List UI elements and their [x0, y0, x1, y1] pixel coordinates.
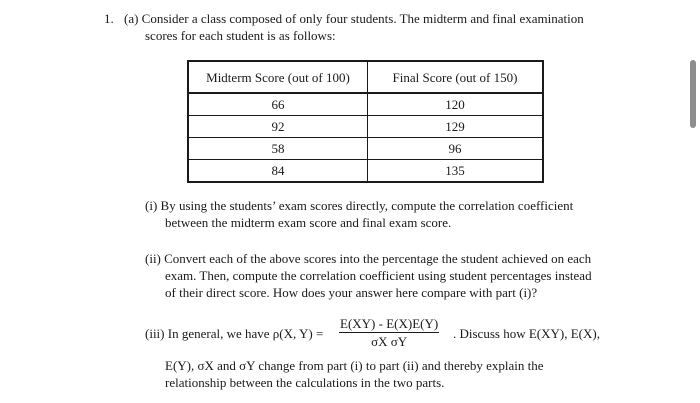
- question-intro-line-1: (a) Consider a class composed of only four students. The midterm and final examination: [124, 11, 584, 26]
- part-i-line-1: (i) By using the students’ exam scores directly, compute the correlation coefficient: [145, 198, 574, 213]
- part-iii-tail: . Discuss how E(XY), E(X),: [453, 326, 600, 341]
- formula-denominator: σX σY: [371, 334, 408, 349]
- part-ii-line-1: (ii) Convert each of the above scores into the percentage the student achieved on each: [145, 251, 592, 266]
- cell-midterm: 92: [188, 116, 368, 138]
- table-row: [188, 93, 543, 116]
- table-row: [188, 138, 543, 160]
- part-ii-line-2: exam. Then, compute the correlation coefficient using student percentages instead: [165, 268, 592, 283]
- part-ii-line-3: of their direct score. How does your answer here compare with part (i)?: [165, 285, 538, 300]
- part-iii-line-2: E(Y), σX and σY change from part (i) to part (ii) and thereby explain the: [165, 358, 544, 373]
- header-midterm: Midterm Score (out of 100): [188, 61, 368, 93]
- part-iii-line-3: relationship between the calculations in the two parts.: [165, 375, 445, 390]
- cell-final: 120: [368, 93, 544, 116]
- scrollbar-thumb[interactable]: [690, 60, 696, 128]
- formula-numerator: E(XY) - E(X)E(Y): [340, 316, 439, 331]
- table-header-row: [188, 61, 543, 93]
- cell-midterm: 66: [188, 93, 368, 116]
- question-intro-line-2: scores for each student is as follows:: [145, 28, 336, 43]
- cell-final: 129: [368, 116, 544, 138]
- cell-final: 96: [368, 138, 544, 160]
- cell-final: 135: [368, 160, 544, 183]
- part-iii-lead: (iii) In general, we have ρ(X, Y) =: [145, 326, 324, 341]
- table-row: [188, 116, 543, 138]
- table-row: [188, 160, 543, 183]
- question-number: 1.: [104, 11, 114, 26]
- header-final: Final Score (out of 150): [368, 61, 544, 93]
- cell-midterm: 84: [188, 160, 368, 183]
- part-i-line-2: between the midterm exam score and final exam score.: [165, 215, 452, 230]
- correlation-formula: [339, 316, 439, 351]
- score-table: [187, 60, 544, 183]
- cell-midterm: 58: [188, 138, 368, 160]
